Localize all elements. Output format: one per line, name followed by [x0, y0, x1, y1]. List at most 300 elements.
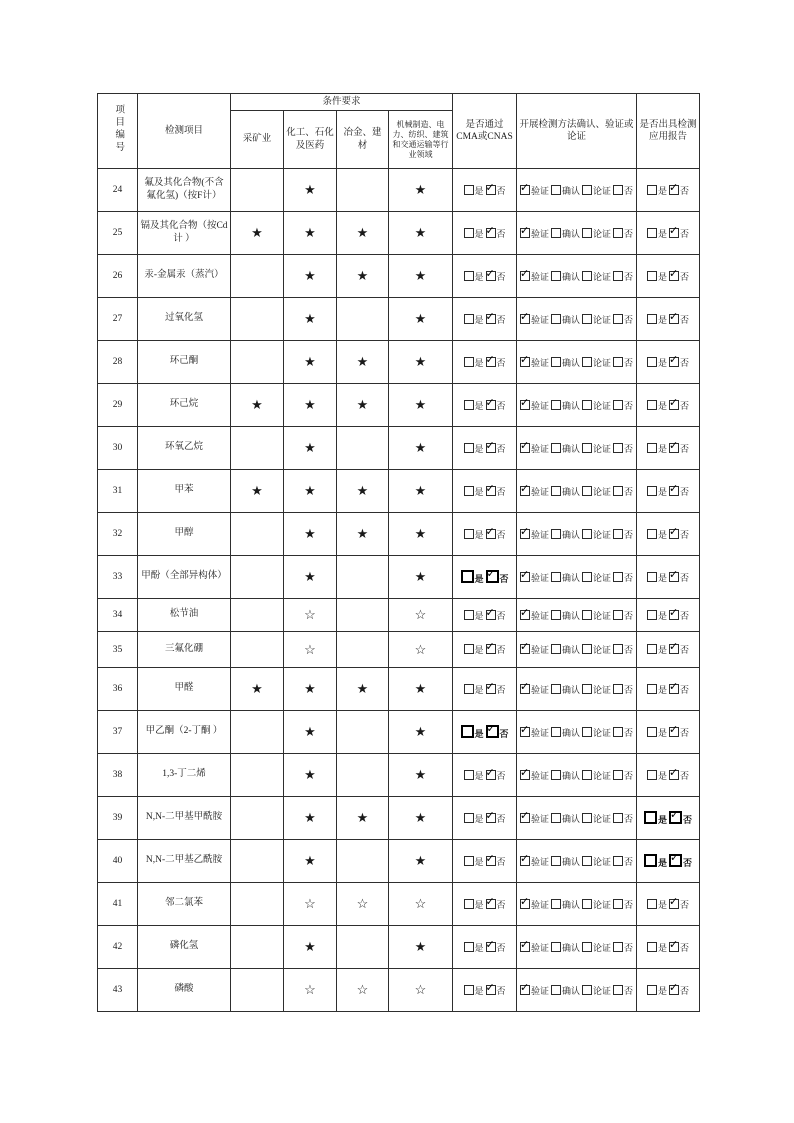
cell-test-item: 环己酮 — [138, 341, 231, 384]
cell-report-status — [637, 599, 700, 632]
star-filled-icon: ★ — [414, 483, 427, 498]
checkbox-unchecked-icon — [613, 443, 623, 453]
checkbox-checked-icon — [669, 610, 679, 620]
cell-method-status — [517, 470, 637, 513]
cell-report-status — [637, 556, 700, 599]
cell-star-chemical — [284, 470, 337, 513]
cell-cma-status — [453, 883, 517, 926]
checkbox-unchecked-icon — [613, 314, 623, 324]
cell-method-status — [517, 599, 637, 632]
cell-star-chemical — [284, 212, 337, 255]
cell-star-chemical — [284, 797, 337, 840]
cell-star-machinery — [389, 883, 453, 926]
checkbox-unchecked-icon — [582, 572, 592, 582]
checkbox-option-label: 验证 — [530, 443, 549, 454]
star-filled-icon: ★ — [304, 939, 316, 954]
checkbox-option-label: 否 — [624, 942, 634, 953]
checkbox-option-label: 论证 — [593, 400, 612, 411]
checkbox-unchecked-icon — [647, 357, 657, 367]
checkbox-unchecked-icon — [464, 899, 474, 909]
cell-cma-status — [453, 427, 517, 470]
checkbox-checked-icon — [486, 185, 496, 195]
checkbox-option-label: 否 — [680, 357, 690, 368]
cell-star-metallurgy — [337, 427, 389, 470]
cell-star-mining — [231, 926, 284, 969]
cell-method-status — [517, 668, 637, 711]
checkbox-unchecked-icon — [582, 899, 592, 909]
star-filled-icon: ★ — [414, 810, 427, 825]
checkbox-option-label: 论证 — [593, 727, 612, 738]
checkbox-unchecked-icon — [647, 942, 657, 952]
checkbox-option-label: 否 — [624, 610, 634, 621]
table-row — [98, 840, 700, 883]
checkbox-checked-icon — [520, 443, 530, 453]
checkbox-unchecked-icon — [464, 486, 474, 496]
table-row — [98, 711, 700, 754]
checkbox-option-label: 是 — [658, 899, 668, 910]
star-filled-icon: ★ — [356, 681, 369, 696]
cell-project-no: 42 — [98, 926, 138, 969]
checkbox-option-label: 否 — [499, 728, 509, 739]
cell-star-chemical — [284, 298, 337, 341]
checkbox-option-label: 否 — [496, 228, 506, 239]
checkbox-option-label: 验证 — [530, 942, 549, 953]
star-filled-icon: ★ — [414, 397, 427, 412]
star-filled-icon: ★ — [414, 311, 427, 326]
cell-test-item: 甲苯 — [138, 470, 231, 513]
checkbox-unchecked-icon — [551, 813, 561, 823]
cell-star-chemical — [284, 969, 337, 1012]
cell-star-chemical — [284, 711, 337, 754]
cell-star-metallurgy — [337, 341, 389, 384]
checkbox-checked-icon — [486, 314, 496, 324]
star-filled-icon: ★ — [304, 526, 316, 541]
cell-star-chemical — [284, 427, 337, 470]
checkbox-option-label: 否 — [680, 486, 690, 497]
cell-report-status — [637, 513, 700, 556]
checkbox-checked-icon — [520, 228, 530, 238]
checkbox-option-label: 验证 — [530, 314, 549, 325]
star-filled-icon: ★ — [304, 397, 316, 412]
cell-star-machinery — [389, 298, 453, 341]
checkbox-option-label: 确认 — [562, 856, 581, 867]
star-filled-icon: ★ — [304, 182, 316, 197]
checkbox-option-label: 否 — [680, 185, 690, 196]
checkbox-unchecked-icon — [551, 228, 561, 238]
cell-cma-status — [453, 255, 517, 298]
cell-method-status — [517, 883, 637, 926]
cell-report-status — [637, 840, 700, 883]
checkbox-checked-icon — [486, 985, 496, 995]
checkbox-option-label: 否 — [624, 572, 634, 583]
cell-test-item: 环己烷 — [138, 384, 231, 427]
checkbox-unchecked-icon — [551, 684, 561, 694]
star-filled-icon: ★ — [414, 853, 427, 868]
cell-report-status — [637, 384, 700, 427]
checkbox-option-label: 确认 — [562, 727, 581, 738]
cell-star-mining — [231, 599, 284, 632]
checkbox-option-label: 论证 — [593, 684, 612, 695]
checkbox-option-label: 确认 — [562, 899, 581, 910]
checkbox-unchecked-icon — [647, 314, 657, 324]
star-filled-icon: ★ — [356, 354, 369, 369]
checkbox-option-label: 否 — [496, 645, 506, 655]
cell-test-item: 甲醛 — [138, 668, 231, 711]
star-filled-icon: ★ — [304, 311, 316, 326]
checkbox-unchecked-icon — [551, 486, 561, 496]
cell-test-item: N,N-二甲基甲酰胺 — [138, 797, 231, 840]
cell-star-chemical — [284, 599, 337, 632]
cell-star-machinery — [389, 212, 453, 255]
checkbox-option-label: 否 — [496, 770, 506, 781]
checkbox-option-label: 否 — [496, 610, 506, 621]
checkbox-unchecked-icon — [613, 357, 623, 367]
cell-report-status — [637, 298, 700, 341]
cell-star-machinery — [389, 470, 453, 513]
star-hollow-icon: ☆ — [304, 641, 316, 657]
checkbox-option-label: 验证 — [530, 400, 549, 411]
checkbox-option-label: 论证 — [593, 357, 612, 368]
checkbox-unchecked-icon — [582, 856, 592, 866]
checkbox-option-label: 否 — [624, 400, 634, 411]
checkbox-option-label: 验证 — [530, 610, 549, 621]
cell-project-no: 31 — [98, 470, 138, 513]
checkbox-checked-icon — [486, 400, 496, 410]
checkbox-unchecked-icon — [582, 727, 592, 737]
checkbox-checked-icon — [486, 942, 496, 952]
header-test-item: 检测项目 — [138, 94, 231, 169]
cell-star-mining — [231, 711, 284, 754]
checkbox-option-label: 确认 — [562, 770, 581, 781]
cell-test-item: 三氟化硼 — [138, 632, 231, 668]
checkbox-checked-icon — [669, 985, 679, 995]
checkbox-option-label: 否 — [680, 610, 690, 621]
checkbox-option-label: 是 — [658, 942, 668, 953]
checkbox-option-label: 论证 — [593, 770, 612, 781]
cell-star-machinery — [389, 797, 453, 840]
checkbox-option-label: 否 — [680, 942, 690, 953]
checkbox-checked-icon — [486, 570, 499, 583]
checkbox-option-label: 验证 — [530, 271, 549, 282]
table-row — [98, 926, 700, 969]
cell-method-status — [517, 298, 637, 341]
star-filled-icon: ★ — [356, 526, 369, 541]
cell-cma-status — [453, 556, 517, 599]
cell-cma-status — [453, 599, 517, 632]
checkbox-option-label: 否 — [496, 400, 506, 411]
cell-star-metallurgy — [337, 754, 389, 797]
checkbox-option-label: 否 — [496, 684, 506, 695]
cell-star-machinery — [389, 599, 453, 632]
checkbox-option-label: 验证 — [530, 813, 549, 824]
cell-test-item: 磷化氢 — [138, 926, 231, 969]
cell-star-mining — [231, 427, 284, 470]
checkbox-option-label: 验证 — [530, 228, 549, 239]
checkbox-checked-icon — [669, 811, 682, 824]
cell-star-metallurgy — [337, 797, 389, 840]
checkbox-option-label: 是 — [474, 185, 484, 196]
cell-project-no: 33 — [98, 556, 138, 599]
checkbox-checked-icon — [520, 684, 530, 694]
cell-star-machinery — [389, 840, 453, 883]
cell-star-machinery — [389, 926, 453, 969]
cell-method-status — [517, 169, 637, 212]
checkbox-unchecked-icon — [551, 985, 561, 995]
checkbox-unchecked-icon — [464, 185, 474, 195]
checkbox-option-label: 确认 — [562, 185, 581, 196]
checkbox-option-label: 论证 — [593, 942, 612, 953]
checkbox-option-label: 验证 — [530, 357, 549, 368]
checkbox-unchecked-icon — [582, 610, 592, 620]
checkbox-checked-icon — [486, 684, 496, 694]
checkbox-option-label: 否 — [680, 770, 690, 781]
checkbox-option-label: 验证 — [530, 727, 549, 738]
checkbox-unchecked-icon — [582, 644, 592, 654]
checkbox-checked-icon — [486, 856, 496, 866]
table-row — [98, 513, 700, 556]
star-filled-icon: ★ — [414, 526, 427, 541]
checkbox-option-label: 是 — [658, 357, 668, 368]
checkbox-unchecked-icon — [464, 529, 474, 539]
header-industry-chemical: 化工、石化及医药 — [284, 111, 337, 169]
checkbox-unchecked-icon — [613, 271, 623, 281]
checkbox-option-label: 确认 — [562, 314, 581, 325]
cell-method-status — [517, 969, 637, 1012]
cell-cma-status — [453, 169, 517, 212]
cell-cma-status — [453, 668, 517, 711]
checkbox-option-label: 否 — [624, 357, 634, 368]
cell-method-status — [517, 632, 637, 668]
checkbox-option-label: 否 — [496, 813, 506, 824]
checkbox-option-label: 是 — [658, 857, 668, 868]
cell-method-status — [517, 427, 637, 470]
checkbox-checked-icon — [669, 529, 679, 539]
checkbox-option-label: 确认 — [562, 813, 581, 824]
checkbox-option-label: 否 — [680, 271, 690, 282]
checkbox-option-label: 否 — [496, 856, 506, 867]
cell-star-mining — [231, 513, 284, 556]
cell-cma-status — [453, 632, 517, 668]
detection-items-table — [97, 93, 700, 1012]
cell-method-status — [517, 926, 637, 969]
checkbox-option-label: 是 — [474, 271, 484, 282]
checkbox-unchecked-icon — [551, 942, 561, 952]
checkbox-checked-icon — [669, 899, 679, 909]
checkbox-option-label: 是 — [474, 573, 484, 584]
header-industry-metallurgy: 冶金、建材 — [337, 111, 389, 169]
table-row — [98, 169, 700, 212]
checkbox-option-label: 验证 — [530, 684, 549, 695]
checkbox-unchecked-icon — [613, 727, 623, 737]
checkbox-unchecked-icon — [613, 856, 623, 866]
checkbox-option-label: 是 — [658, 271, 668, 282]
checkbox-checked-icon — [669, 572, 679, 582]
checkbox-option-label: 是 — [474, 314, 484, 325]
cell-project-no: 43 — [98, 969, 138, 1012]
star-hollow-icon: ☆ — [304, 607, 316, 622]
checkbox-checked-icon — [520, 185, 530, 195]
checkbox-unchecked-icon — [613, 185, 623, 195]
checkbox-option-label: 论证 — [593, 610, 612, 621]
cell-star-machinery — [389, 427, 453, 470]
checkbox-checked-icon — [486, 228, 496, 238]
checkbox-option-label: 否 — [683, 814, 693, 825]
checkbox-option-label: 确认 — [562, 228, 581, 239]
cell-star-metallurgy — [337, 556, 389, 599]
checkbox-unchecked-icon — [613, 770, 623, 780]
checkbox-option-label: 否 — [496, 529, 506, 540]
cell-star-metallurgy — [337, 169, 389, 212]
checkbox-unchecked-icon — [551, 572, 561, 582]
checkbox-unchecked-icon — [613, 985, 623, 995]
cell-report-status — [637, 711, 700, 754]
checkbox-option-label: 否 — [680, 899, 690, 910]
checkbox-checked-icon — [520, 899, 530, 909]
cell-star-chemical — [284, 754, 337, 797]
checkbox-unchecked-icon — [551, 357, 561, 367]
checkbox-unchecked-icon — [464, 942, 474, 952]
checkbox-option-label: 否 — [680, 572, 690, 583]
checkbox-unchecked-icon — [613, 610, 623, 620]
checkbox-checked-icon — [669, 644, 679, 654]
checkbox-unchecked-icon — [582, 813, 592, 823]
cell-test-item: 松节油 — [138, 599, 231, 632]
cell-report-status — [637, 883, 700, 926]
checkbox-option-label: 确认 — [562, 645, 581, 655]
checkbox-option-label: 是 — [474, 357, 484, 368]
cell-star-machinery — [389, 341, 453, 384]
checkbox-unchecked-icon — [647, 185, 657, 195]
cell-project-no: 26 — [98, 255, 138, 298]
cell-cma-status — [453, 797, 517, 840]
checkbox-option-label: 确认 — [562, 610, 581, 621]
checkbox-option-label: 是 — [474, 529, 484, 540]
cell-test-item: 甲酚（全部异构体） — [138, 556, 231, 599]
checkbox-option-label: 否 — [624, 813, 634, 824]
checkbox-checked-icon — [486, 725, 499, 738]
checkbox-unchecked-icon — [461, 570, 474, 583]
table-row — [98, 883, 700, 926]
checkbox-unchecked-icon — [613, 684, 623, 694]
checkbox-option-label: 是 — [474, 856, 484, 867]
cell-report-status — [637, 470, 700, 513]
checkbox-unchecked-icon — [582, 357, 592, 367]
star-filled-icon: ★ — [251, 483, 263, 498]
checkbox-option-label: 否 — [680, 314, 690, 325]
cell-report-status — [637, 632, 700, 668]
cell-star-chemical — [284, 668, 337, 711]
checkbox-checked-icon — [486, 610, 496, 620]
checkbox-checked-icon — [520, 357, 530, 367]
cell-cma-status — [453, 926, 517, 969]
cell-cma-status — [453, 298, 517, 341]
checkbox-option-label: 是 — [474, 770, 484, 781]
star-filled-icon: ★ — [251, 681, 263, 696]
checkbox-option-label: 是 — [474, 899, 484, 910]
checkbox-unchecked-icon — [582, 486, 592, 496]
cell-star-mining — [231, 969, 284, 1012]
checkbox-option-label: 是 — [474, 728, 484, 739]
checkbox-option-label: 验证 — [530, 529, 549, 540]
checkbox-option-label: 否 — [496, 942, 506, 953]
cell-report-status — [637, 341, 700, 384]
cell-project-no: 36 — [98, 668, 138, 711]
checkbox-option-label: 确认 — [562, 529, 581, 540]
table-row — [98, 556, 700, 599]
cell-project-no: 34 — [98, 599, 138, 632]
cell-test-item: 磷酸 — [138, 969, 231, 1012]
cell-star-metallurgy — [337, 513, 389, 556]
cell-star-mining — [231, 341, 284, 384]
checkbox-unchecked-icon — [582, 942, 592, 952]
cell-cma-status — [453, 384, 517, 427]
checkbox-option-label: 确认 — [562, 357, 581, 368]
checkbox-unchecked-icon — [464, 985, 474, 995]
cell-star-mining — [231, 754, 284, 797]
cell-star-machinery — [389, 668, 453, 711]
star-filled-icon: ★ — [414, 939, 427, 954]
checkbox-option-label: 论证 — [593, 572, 612, 583]
checkbox-option-label: 否 — [624, 443, 634, 454]
checkbox-option-label: 否 — [496, 185, 506, 196]
star-hollow-icon: ☆ — [356, 982, 369, 997]
cell-test-item: 过氧化氢 — [138, 298, 231, 341]
star-filled-icon: ★ — [304, 569, 316, 584]
checkbox-option-label: 否 — [624, 228, 634, 239]
checkbox-option-label: 验证 — [530, 899, 549, 910]
checkbox-unchecked-icon — [647, 899, 657, 909]
checkbox-option-label: 确认 — [562, 985, 581, 996]
checkbox-option-label: 否 — [496, 314, 506, 325]
table-row — [98, 212, 700, 255]
checkbox-unchecked-icon — [647, 610, 657, 620]
table-header — [98, 94, 700, 169]
checkbox-unchecked-icon — [551, 644, 561, 654]
cell-star-mining — [231, 255, 284, 298]
star-hollow-icon: ☆ — [304, 896, 316, 911]
checkbox-unchecked-icon — [464, 443, 474, 453]
star-hollow-icon: ☆ — [356, 896, 369, 911]
checkbox-option-label: 验证 — [530, 985, 549, 996]
checkbox-unchecked-icon — [644, 811, 657, 824]
cell-star-machinery — [389, 969, 453, 1012]
cell-cma-status — [453, 969, 517, 1012]
checkbox-option-label: 是 — [474, 645, 484, 655]
cell-star-chemical — [284, 632, 337, 668]
checkbox-checked-icon — [669, 684, 679, 694]
cell-method-status — [517, 797, 637, 840]
checkbox-unchecked-icon — [551, 899, 561, 909]
cell-star-chemical — [284, 513, 337, 556]
checkbox-option-label: 是 — [658, 645, 668, 655]
checkbox-unchecked-icon — [644, 854, 657, 867]
checkbox-unchecked-icon — [647, 572, 657, 582]
checkbox-option-label: 否 — [624, 529, 634, 540]
checkbox-unchecked-icon — [582, 684, 592, 694]
checkbox-unchecked-icon — [582, 529, 592, 539]
table-row — [98, 384, 700, 427]
checkbox-checked-icon — [669, 854, 682, 867]
cell-method-status — [517, 840, 637, 883]
cell-star-chemical — [284, 255, 337, 298]
checkbox-unchecked-icon — [582, 443, 592, 453]
cell-method-status — [517, 384, 637, 427]
checkbox-unchecked-icon — [647, 727, 657, 737]
table-body — [98, 169, 700, 1012]
checkbox-option-label: 是 — [658, 985, 668, 996]
cell-star-mining — [231, 840, 284, 883]
cell-project-no: 32 — [98, 513, 138, 556]
